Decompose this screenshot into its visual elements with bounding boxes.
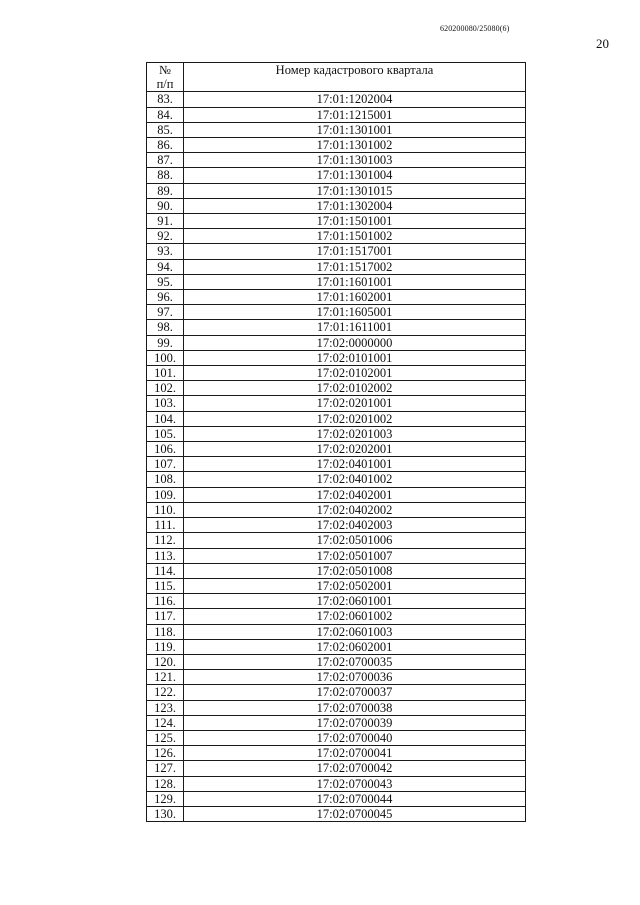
table-row — [147, 457, 526, 472]
table-row — [147, 776, 526, 791]
document-code: 620200080/25080(6) — [440, 24, 510, 33]
cadastral-number: 17:02:0401001 — [184, 457, 526, 472]
cadastral-number: 17:01:1517002 — [184, 259, 526, 274]
row-number: 122. — [147, 685, 184, 700]
cadastral-number: 17:01:1611001 — [184, 320, 526, 335]
row-number: 113. — [147, 548, 184, 563]
cadastral-number: 17:02:0700041 — [184, 746, 526, 761]
cadastral-number: 17:01:1501002 — [184, 229, 526, 244]
table-row — [147, 578, 526, 593]
table-row — [147, 654, 526, 669]
row-number: 107. — [147, 457, 184, 472]
table-row — [147, 624, 526, 639]
table-row — [147, 183, 526, 198]
row-number: 116. — [147, 594, 184, 609]
table-row — [147, 806, 526, 821]
cadastral-number: 17:02:0401002 — [184, 472, 526, 487]
cadastral-number: 17:01:1301002 — [184, 138, 526, 153]
row-number: 84. — [147, 107, 184, 122]
row-number: 115. — [147, 578, 184, 593]
table-row — [147, 305, 526, 320]
row-number: 110. — [147, 502, 184, 517]
cadastral-number: 17:01:1601001 — [184, 274, 526, 289]
row-number: 101. — [147, 366, 184, 381]
table-row — [147, 487, 526, 502]
row-number: 105. — [147, 426, 184, 441]
row-number: 126. — [147, 746, 184, 761]
cadastral-number: 17:02:0602001 — [184, 639, 526, 654]
table-row — [147, 700, 526, 715]
table-row — [147, 472, 526, 487]
table-row — [147, 730, 526, 745]
row-number: 129. — [147, 791, 184, 806]
row-number: 92. — [147, 229, 184, 244]
cadastral-number: 17:02:0700043 — [184, 776, 526, 791]
row-number: 120. — [147, 654, 184, 669]
row-number: 106. — [147, 442, 184, 457]
cadastral-number: 17:02:0202001 — [184, 442, 526, 457]
cadastral-number: 17:02:0402003 — [184, 518, 526, 533]
cadastral-number: 17:01:1302004 — [184, 198, 526, 213]
col-header-number-line1: № — [159, 63, 171, 77]
cadastral-number: 17:02:0700045 — [184, 806, 526, 821]
table-row — [147, 290, 526, 305]
table-row — [147, 198, 526, 213]
cadastral-number: 17:02:0700044 — [184, 791, 526, 806]
row-number: 103. — [147, 396, 184, 411]
table-row — [147, 138, 526, 153]
cadastral-number: 17:01:1202004 — [184, 92, 526, 107]
table-row — [147, 685, 526, 700]
cadastral-number: 17:01:1301003 — [184, 153, 526, 168]
row-number: 85. — [147, 122, 184, 137]
table-row — [147, 274, 526, 289]
cadastral-number: 17:02:0000000 — [184, 335, 526, 350]
page-number: 20 — [596, 36, 609, 51]
row-number: 112. — [147, 533, 184, 548]
row-number: 87. — [147, 153, 184, 168]
table-row — [147, 229, 526, 244]
row-number: 109. — [147, 487, 184, 502]
table-row — [147, 107, 526, 122]
cadastral-number: 17:02:0601003 — [184, 624, 526, 639]
table-row — [147, 502, 526, 517]
row-number: 83. — [147, 92, 184, 107]
row-number: 91. — [147, 214, 184, 229]
table-row — [147, 426, 526, 441]
cadastral-number: 17:02:0102002 — [184, 381, 526, 396]
col-header-number — [147, 63, 184, 92]
cadastral-number: 17:02:0402001 — [184, 487, 526, 502]
row-number: 130. — [147, 806, 184, 821]
table-row — [147, 563, 526, 578]
cadastral-number: 17:01:1517001 — [184, 244, 526, 259]
cadastral-number: 17:02:0101001 — [184, 350, 526, 365]
table-row — [147, 92, 526, 107]
table-row — [147, 259, 526, 274]
row-number: 108. — [147, 472, 184, 487]
table-row — [147, 168, 526, 183]
table-row — [147, 533, 526, 548]
cadastral-number: 17:02:0700037 — [184, 685, 526, 700]
cadastral-number: 17:02:0201001 — [184, 396, 526, 411]
table-row — [147, 442, 526, 457]
row-number: 111. — [147, 518, 184, 533]
cadastral-number: 17:02:0700038 — [184, 700, 526, 715]
row-number: 125. — [147, 730, 184, 745]
table-row — [147, 335, 526, 350]
cadastral-number: 17:02:0501008 — [184, 563, 526, 578]
row-number: 117. — [147, 609, 184, 624]
cadastral-number: 17:02:0700039 — [184, 715, 526, 730]
table-row — [147, 214, 526, 229]
cadastral-number: 17:02:0201003 — [184, 426, 526, 441]
table-row — [147, 548, 526, 563]
table-row — [147, 670, 526, 685]
cadastral-number: 17:02:0601002 — [184, 609, 526, 624]
row-number: 119. — [147, 639, 184, 654]
table-row — [147, 153, 526, 168]
row-number: 96. — [147, 290, 184, 305]
table-row — [147, 381, 526, 396]
cadastral-number: 17:02:0601001 — [184, 594, 526, 609]
row-number: 88. — [147, 168, 184, 183]
table-row — [147, 411, 526, 426]
cadastral-number: 17:02:0700040 — [184, 730, 526, 745]
cadastral-number: 17:01:1605001 — [184, 305, 526, 320]
table-row — [147, 761, 526, 776]
cadastral-number: 17:01:1501001 — [184, 214, 526, 229]
row-number: 93. — [147, 244, 184, 259]
row-number: 127. — [147, 761, 184, 776]
row-number: 89. — [147, 183, 184, 198]
table-row — [147, 518, 526, 533]
cadastral-table — [146, 62, 526, 822]
table-row — [147, 366, 526, 381]
table-row — [147, 396, 526, 411]
row-number: 118. — [147, 624, 184, 639]
cadastral-number: 17:02:0501007 — [184, 548, 526, 563]
row-number: 100. — [147, 350, 184, 365]
cadastral-number: 17:02:0501006 — [184, 533, 526, 548]
table-body — [147, 92, 526, 822]
row-number: 102. — [147, 381, 184, 396]
table-row — [147, 244, 526, 259]
cadastral-number: 17:01:1215001 — [184, 107, 526, 122]
row-number: 97. — [147, 305, 184, 320]
cadastral-number: 17:02:0201002 — [184, 411, 526, 426]
col-header-cadastral: Номер кадастрового квартала — [184, 63, 526, 92]
row-number: 98. — [147, 320, 184, 335]
row-number: 114. — [147, 563, 184, 578]
row-number: 94. — [147, 259, 184, 274]
row-number: 99. — [147, 335, 184, 350]
cadastral-number: 17:02:0700036 — [184, 670, 526, 685]
table-row — [147, 594, 526, 609]
table-row — [147, 609, 526, 624]
cadastral-number: 17:02:0700042 — [184, 761, 526, 776]
row-number: 123. — [147, 700, 184, 715]
row-number: 128. — [147, 776, 184, 791]
row-number: 104. — [147, 411, 184, 426]
cadastral-number: 17:02:0502001 — [184, 578, 526, 593]
row-number: 90. — [147, 198, 184, 213]
row-number: 121. — [147, 670, 184, 685]
row-number: 86. — [147, 138, 184, 153]
table-row — [147, 639, 526, 654]
row-number: 95. — [147, 274, 184, 289]
table-row — [147, 791, 526, 806]
table-row — [147, 715, 526, 730]
row-number: 124. — [147, 715, 184, 730]
cadastral-number: 17:02:0700035 — [184, 654, 526, 669]
col-header-number-line2: п/п — [156, 77, 174, 92]
cadastral-number: 17:02:0102001 — [184, 366, 526, 381]
cadastral-number: 17:01:1301004 — [184, 168, 526, 183]
cadastral-number: 17:01:1301001 — [184, 122, 526, 137]
cadastral-number: 17:02:0402002 — [184, 502, 526, 517]
table-row — [147, 122, 526, 137]
table-row — [147, 350, 526, 365]
table-row — [147, 320, 526, 335]
cadastral-number: 17:01:1301015 — [184, 183, 526, 198]
cadastral-number: 17:01:1602001 — [184, 290, 526, 305]
table-row — [147, 746, 526, 761]
